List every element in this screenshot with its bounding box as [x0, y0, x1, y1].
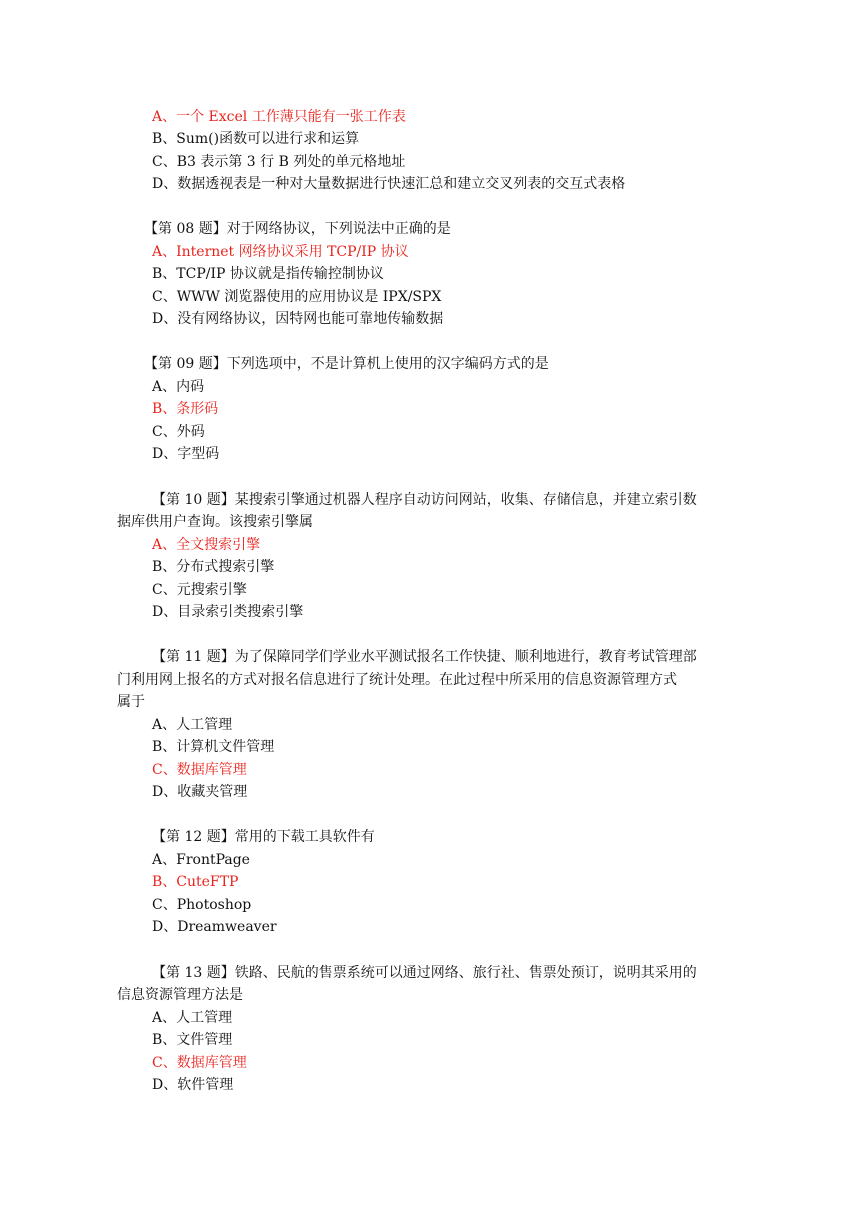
option-a-correct: A、一个 Excel 工作薄只能有一张工作表	[152, 109, 406, 125]
q10-option-d: D、目录索引类搜索引擎	[152, 604, 304, 620]
q09-option-c: C、外码	[152, 424, 205, 440]
q12-option-b-correct: B、CuteFTP	[152, 874, 239, 890]
q11-option-a: A、人工管理	[152, 717, 233, 733]
question-13-stem-line1: 【第 13 题】铁路、民航的售票系统可以通过网络、旅行社、售票处预订，说明其采用的	[152, 965, 697, 981]
option-c: C、B3 表示第 3 行 B 列处的单元格地址	[152, 154, 406, 170]
question-08-stem: 【第 08 题】对于网络协议，下列说法中正确的是	[144, 221, 451, 237]
q09-option-a: A、内码	[152, 379, 205, 395]
q08-option-b: B、TCP/IP 协议就是指传输控制协议	[152, 266, 384, 282]
q13-option-c-correct: C、数据库管理	[152, 1055, 247, 1071]
q09-option-d: D、字型码	[152, 446, 220, 462]
q09-option-b-correct: B、条形码	[152, 401, 219, 417]
q08-option-c: C、WWW 浏览器使用的应用协议是 IPX/SPX	[152, 289, 442, 305]
question-11-stem-line1: 【第 11 题】为了保障同学们学业水平测试报名工作快捷、顺利地进行，教育考试管理部	[152, 649, 697, 665]
question-13-stem-line2: 信息资源管理方法是	[117, 987, 243, 1003]
q11-option-d: D、收藏夹管理	[152, 784, 248, 800]
option-d: D、数据透视表是一种对大量数据进行快速汇总和建立交叉列表的交互式表格	[152, 176, 626, 192]
q11-option-c-correct: C、数据库管理	[152, 762, 247, 778]
q13-option-a: A、人工管理	[152, 1010, 233, 1026]
q11-option-b: B、计算机文件管理	[152, 739, 275, 755]
q13-option-d: D、软件管理	[152, 1077, 234, 1093]
q10-option-a-correct: A、全文搜索引擎	[152, 537, 261, 553]
q12-option-a: A、FrontPage	[152, 852, 250, 868]
q12-option-d: D、Dreamweaver	[152, 919, 277, 935]
q08-option-a-correct: A、Internet 网络协议采用 TCP/IP 协议	[152, 244, 409, 260]
q08-option-d: D、没有网络协议，因特网也能可靠地传输数据	[152, 311, 444, 327]
q12-option-c: C、Photoshop	[152, 897, 252, 913]
question-11-stem-line3: 属于	[117, 694, 145, 710]
question-10-stem-line1: 【第 10 题】某搜索引擎通过机器人程序自动访问网站，收集、存储信息，并建立索引数	[152, 492, 697, 508]
question-09-stem: 【第 09 题】下列选项中，不是计算机上使用的汉字编码方式的是	[144, 356, 549, 372]
q13-option-b: B、文件管理	[152, 1032, 233, 1048]
question-10-stem-line2: 据库供用户查询。该搜索引擎属	[117, 514, 313, 530]
question-11-stem-line2: 门利用网上报名的方式对报名信息进行了统计处理。在此过程中所采用的信息资源管理方式	[117, 672, 677, 688]
option-b: B、Sum()函数可以进行求和运算	[152, 131, 360, 147]
question-12-stem: 【第 12 题】常用的下载工具软件有	[152, 829, 375, 845]
q10-option-c: C、元搜索引擎	[152, 582, 247, 598]
q10-option-b: B、分布式搜索引擎	[152, 559, 275, 575]
